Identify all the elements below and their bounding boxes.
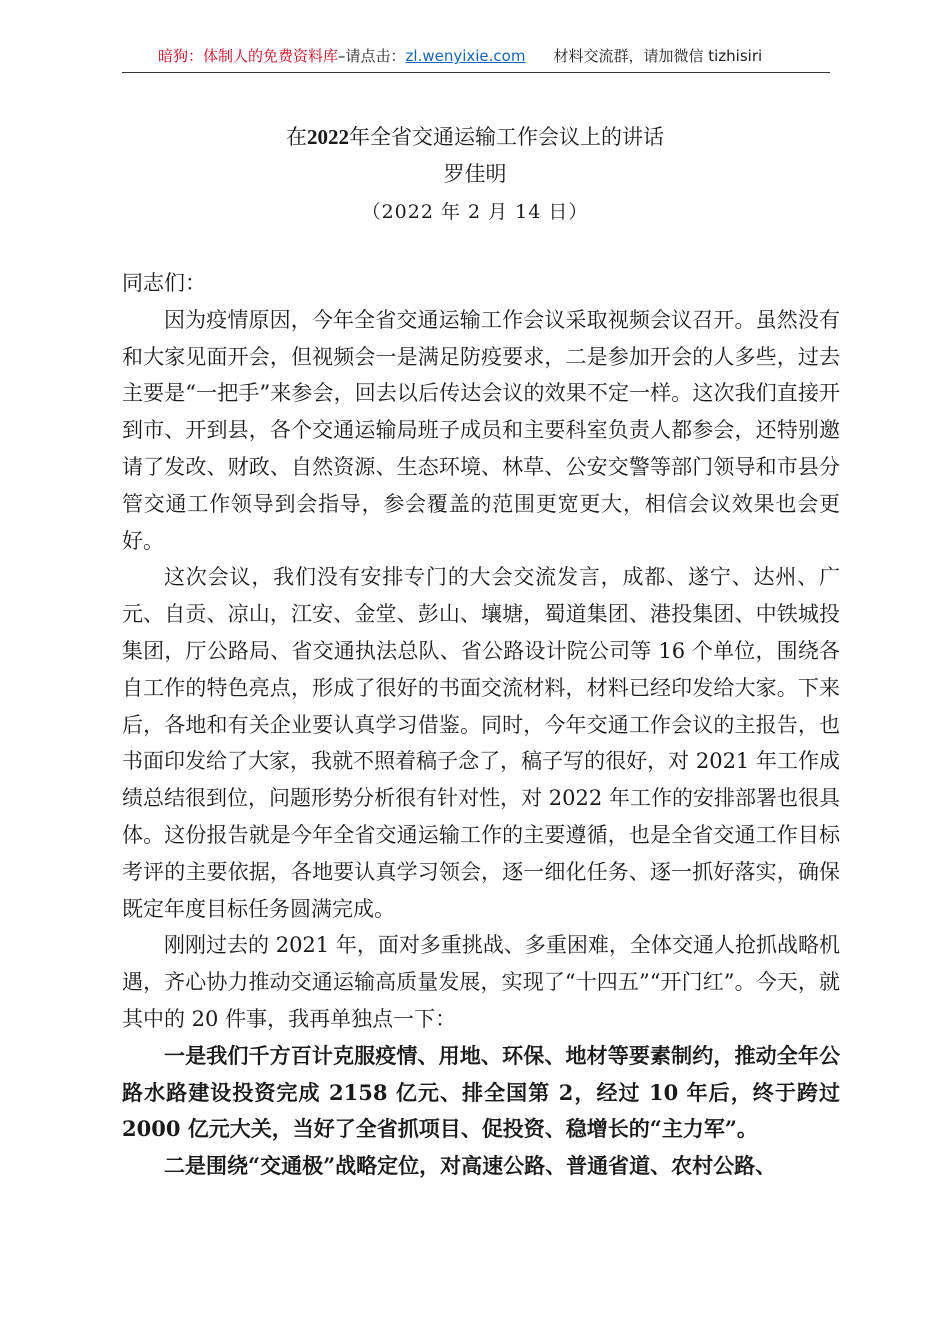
header-prompt: –请点击： bbox=[338, 47, 406, 65]
salutation: 同志们： bbox=[122, 271, 206, 295]
bold-paragraph: 一是我们千方百计克服疫情、用地、环保、地材等要素制约，推动全年公路水路建设投资完成 2158 亿元、排全国第 2，经过 10 年后，终于跨过 2000 亿元大关，当好了全省抓项目、促投资、稳增长的“主力军”。 bbox=[122, 1042, 840, 1142]
speech-date: （2022 年 2 月 14 日） bbox=[361, 201, 589, 223]
speech-title bbox=[0, 122, 950, 152]
speech-body bbox=[122, 265, 840, 1185]
title-year: 2022 bbox=[307, 125, 349, 149]
paragraph: 这次会议，我们没有安排专门的大会交流发言，成都、遂宁、达州、广元、自贡、凉山，江安、金堂、彭山、壤塘，蜀道集团、港投集团、中铁城投集团，厅公路局、省交通执法总队、省公路设计院公司等 16 个单位，围绕各自工作的特色亮点，形成了很好的书面交流材料，材料已经印发给大家。下来后，各地和有关企业要认真学习借鉴。同时，今年交通工作会议的主报告，也书面印发给了大家，我就不照着稿子念了，稿子写的很好，对 2021 年工作成绩总结很到位，问题形势分析很有针对性，对 2022 年工作的安排部署也很具体。这份报告就是今年全省交通运输工作的主要遵循，也是全省交通工作目标考评的主要依据，各地要认真学习领会，逐一细化任务、逐一抓好落实，确保既定年度目标任务圆满完成。 bbox=[122, 565, 840, 921]
title-suffix: 年全省交通运输工作会议上的讲话 bbox=[349, 125, 664, 149]
page-header bbox=[122, 44, 830, 73]
bold-paragraph: 二是围绕“交通极”战略定位，对高速公路、普通省道、农村公路、 bbox=[164, 1153, 777, 1179]
title-prefix: 在 bbox=[286, 125, 307, 149]
header-site-name: 暗狗：体制人的免费资料库 bbox=[158, 47, 339, 65]
header-group-info: 材料交流群，请加微信 tizhisiri bbox=[553, 47, 763, 65]
speech-author: 罗佳明 bbox=[443, 162, 507, 186]
paragraph: 刚刚过去的 2021 年，面对多重挑战、多重困难，全体交通人抢抓战略机遇，齐心协力推动交通运输高质量发展，实现了“十四五”“开门红”。今天，就其中的 20 件事，我再单独点一下： bbox=[122, 933, 840, 1031]
header-link[interactable]: zl.wenyixie.com bbox=[405, 47, 526, 65]
paragraph: 因为疫情原因，今年全省交通运输工作会议采取视频会议召开。虽然没有和大家见面开会，但视频会一是满足防疫要求，二是参加开会的人多些，过去主要是“一把手”来参会，回去以后传达会议的效果不定一样。这次我们直接开到市、开到县，各个交通运输局班子成员和主要科室负责人都参会，还特别邀请了发改、财政、自然资源、生态环境、林草、公安交警等部门领导和市县分管交通工作领导到会指导，参会覆盖的范围更宽更大，相信会议效果也会更好。 bbox=[122, 307, 840, 553]
